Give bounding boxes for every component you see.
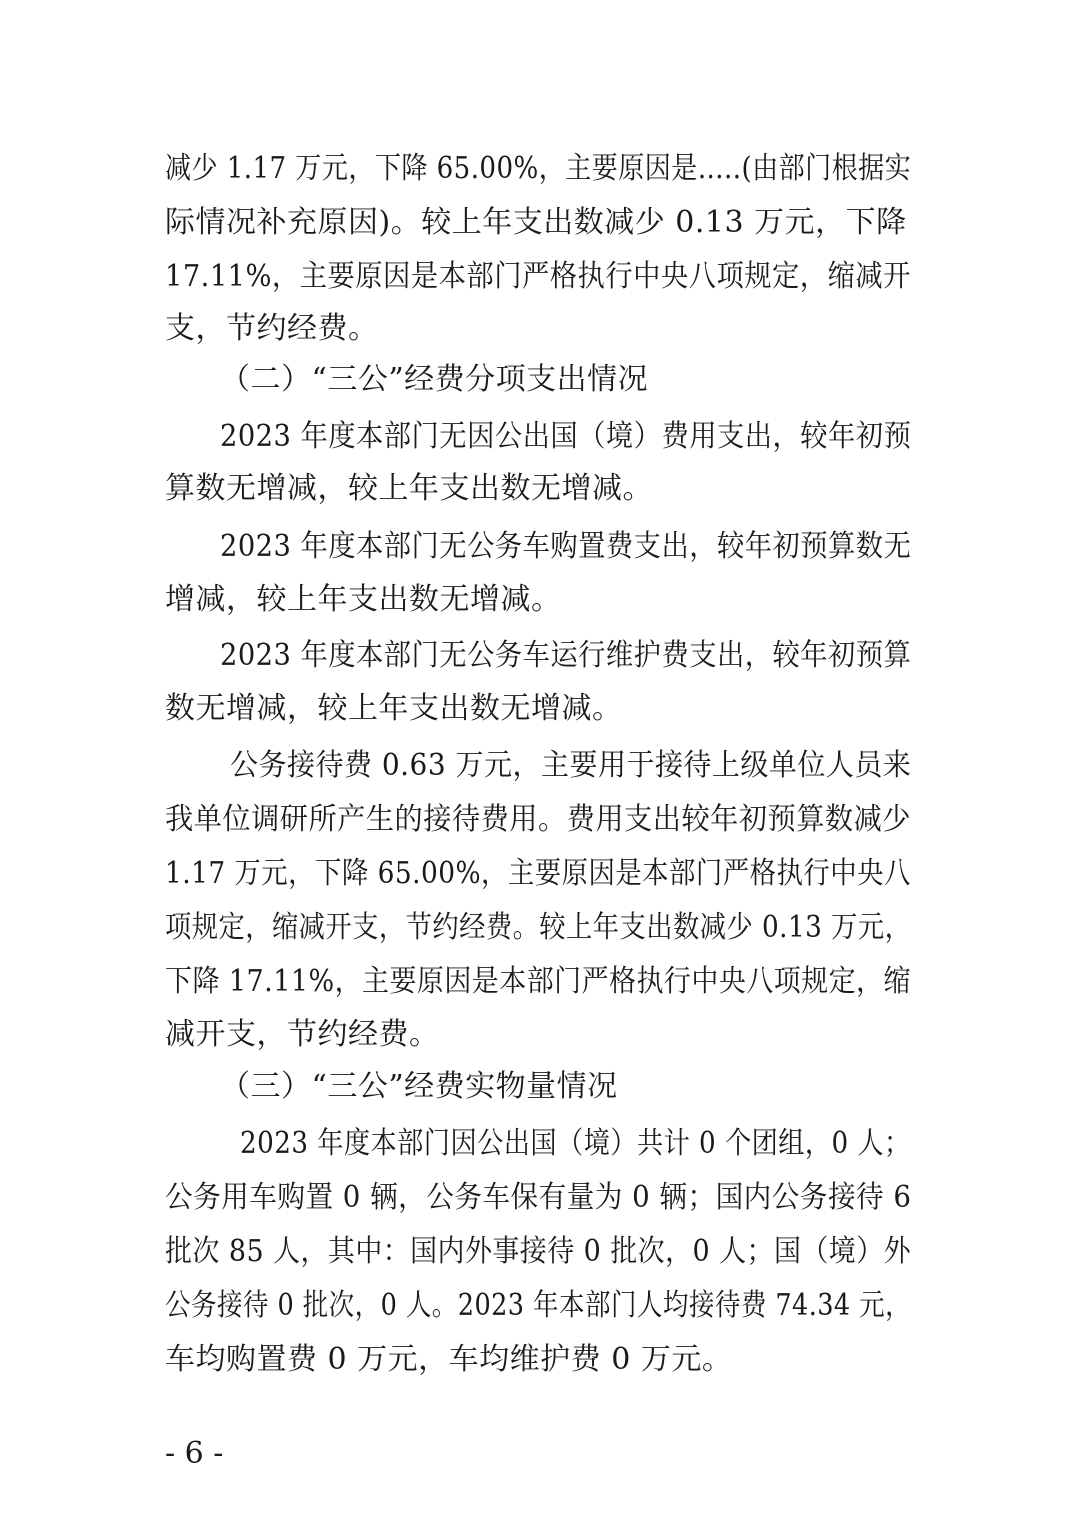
- text-line: 2023 年度本部门无因公出国（境）费用支出，较年初预: [220, 419, 912, 454]
- text-line: 公务用车购置 0 辆，公务车保有量为 0 辆；国内公务接待 6: [165, 1180, 912, 1215]
- text-line: 支，节约经费。: [165, 311, 379, 346]
- text-line: 数无增减，较上年支出数无增减。: [165, 691, 623, 726]
- text-line: 项规定，缩减开支，节约经费。较上年支出数减少 0.13 万元，: [165, 910, 912, 945]
- text-line: 下降 17.11%，主要原因是本部门严格执行中央八项规定，缩: [165, 964, 911, 999]
- text-line: 际情况补充原因)。较上年支出数减少 0.13 万元，下降: [165, 205, 907, 240]
- section-heading: （三）“三公”经费实物量情况: [220, 1069, 618, 1104]
- text-line: 批次 85 人，其中：国内外事接待 0 批次，0 人；国（境）外: [165, 1234, 912, 1269]
- text-line: 1.17 万元，下降 65.00%，主要原因是本部门严格执行中央八: [165, 856, 911, 891]
- text-line: 17.11%，主要原因是本部门严格执行中央八项规定，缩减开: [165, 259, 911, 294]
- text-line: 车均购置费 0 万元，车均维护费 0 万元。: [165, 1342, 733, 1377]
- section-heading: （二）“三公”经费分项支出情况: [220, 362, 649, 397]
- text-line: 减开支，节约经费。: [165, 1017, 440, 1052]
- text-line: 我单位调研所产生的接待费用。费用支出较年初预算数减少: [165, 802, 911, 837]
- page-number: - 6 -: [165, 1436, 224, 1471]
- text-line: 2023 年度本部门因公出国（境）共计 0 个团组，0 人；: [240, 1126, 911, 1161]
- text-line: 减少 1.17 万元，下降 65.00%，主要原因是.....(由部门根据实: [165, 151, 912, 186]
- text-line: 2023 年度本部门无公务车运行维护费支出，较年初预算: [220, 638, 912, 673]
- text-line: 算数无增减，较上年支出数无增减。: [165, 471, 653, 506]
- text-line: 2023 年度本部门无公务车购置费支出，较年初预算数无: [220, 529, 912, 564]
- text-line: 公务接待 0 批次，0 人。2023 年本部门人均接待费 74.34 元，: [165, 1288, 912, 1323]
- text-line: 增减，较上年支出数无增减。: [165, 582, 562, 617]
- text-line: 公务接待费 0.63 万元，主要用于接待上级单位人员来: [230, 748, 912, 783]
